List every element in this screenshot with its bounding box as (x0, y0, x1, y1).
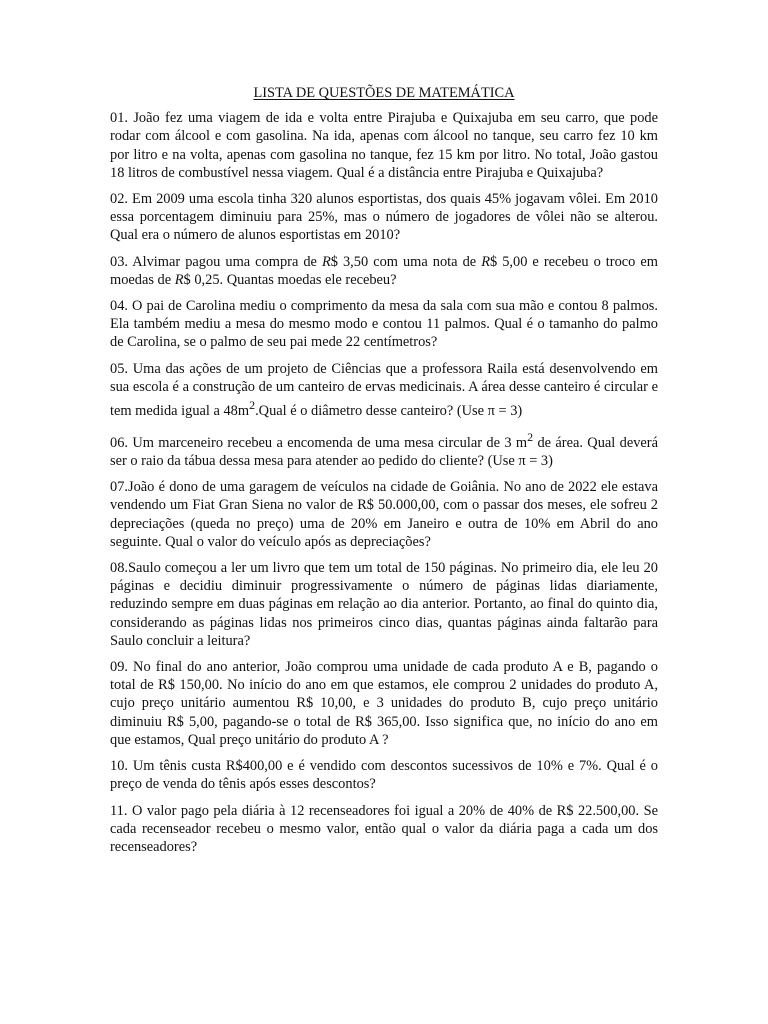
superscript: 2 (527, 430, 534, 445)
question-05-part: 05. Uma das ações de um projeto de Ciências que a professora Raila está desenvolvendo em sua escola é a construção de um canteiro de ervas medicinais. A área desse canteiro é circular e tem medida igual a 48m (110, 360, 658, 419)
question-03-part: $ 0,25. Quantas moedas ele recebeu? (183, 271, 397, 288)
question-08: 08.Saulo começou a ler um livro que tem um total de 150 páginas. No primeiro dia, ele leu 20 páginas e decidiu diminuir progressivamente o número de páginas lidas diariamente, reduzindo sempre em duas páginas em relação ao dia anterior. Portanto, ao final do quinto dia, considerando as páginas lidas nos primeiros cinco dias, quantas páginas ainda faltarão para Saulo concluir a leitura? (110, 560, 658, 649)
question-09: 09. No final do ano anterior, João comprou uma unidade de cada produto A e B, pagando o total de R$ 150,00. No início do ano em que estamos, ele comprou 2 unidades do produto A, cujo preço unitário aumentou R$ 10,00, e 3 unidades do produto B, cujo preço unitário diminuiu R$ 5,00, pagando-se o total de R$ 365,00. Isso significa que, no início do ano em que estamos, Qual preço unitário do produto A ? (110, 659, 658, 748)
question-06-part: 06. Um marceneiro recebeu a encomenda de uma mesa circular de 3 m (110, 434, 528, 451)
currency-symbol: R (321, 253, 331, 270)
document-page (110, 84, 658, 864)
question-05-part: .Qual é o diâmetro desse canteiro? (Use π = 3) (255, 402, 523, 419)
currency-symbol: R (481, 253, 490, 270)
question-03-part: 03. Alvimar pagou uma compra de (110, 253, 322, 270)
question-03-part: $ 3,50 com uma nota de (330, 253, 482, 270)
question-03 (110, 253, 658, 289)
question-05 (110, 360, 658, 420)
question-02: 02. Em 2009 uma escola tinha 320 alunos esportistas, dos quais 45% jogavam vôlei. Em 2010 essa porcentagem diminuiu para 25%, mas o número de jogadores de vôlei não se alterou. Qual era o número de alunos esportistas em 2010? (110, 191, 658, 244)
question-07: 07.João é dono de uma garagem de veículos na cidade de Goiânia. No ano de 2022 ele estava vendendo um Fiat Gran Siena no valor de R$ 50.000,00, com o passar dos meses, ele sofreu 2 depreciações (queda no preço) uma de 20% em Janeiro e outra de 10% em Abril do ano seguinte. Qual o valor do veículo após as depreciações? (110, 479, 658, 550)
question-11: 11. O valor pago pela diária à 12 recenseadores foi igual a 20% de 40% de R$ 22.500,00. Se cada recenseador recebeu o mesmo valor, então qual o valor da diária paga a cada um dos recenseadores? (110, 802, 658, 855)
question-10: 10. Um tênis custa R$400,00 e é vendido com descontos sucessivos de 10% e 7%. Qual é o preço de venda do tênis após esses descontos? (110, 758, 658, 793)
question-01: 01. João fez uma viagem de ida e volta entre Pirajuba e Quixajuba em seu carro, que pode rodar com álcool e com gasolina. Na ida, apenas com álcool no tanque, seu carro fez 10 km por litro e na volta, apenas com gasolina no tanque, fez 15 km por litro. No total, João gastou 18 litros de combustível nessa viagem. Qual é a distância entre Pirajuba e Quixajuba? (110, 110, 658, 181)
superscript: 2 (249, 398, 256, 413)
question-06-part: de área. Qual deverá ser o raio da tábua dessa mesa para atender ao pedido do cliente? (Use π = 3) (110, 434, 658, 470)
question-06 (110, 428, 658, 470)
currency-symbol: R (174, 271, 184, 288)
question-03-part: $ 5,00 e recebeu o troco em moedas de (110, 253, 658, 288)
question-04: 04. O pai de Carolina mediu o comprimento da mesa da sala com sua mão e contou 8 palmos. Ela também mediu a mesa do mesmo modo e contou 11 palmos. Qual é o tamanho do palmo de Carolina, se o palmo de seu pai mede 22 centímetros? (110, 298, 658, 351)
document-title: LISTA DE QUESTÕES DE MATEMÁTICA (253, 85, 515, 101)
